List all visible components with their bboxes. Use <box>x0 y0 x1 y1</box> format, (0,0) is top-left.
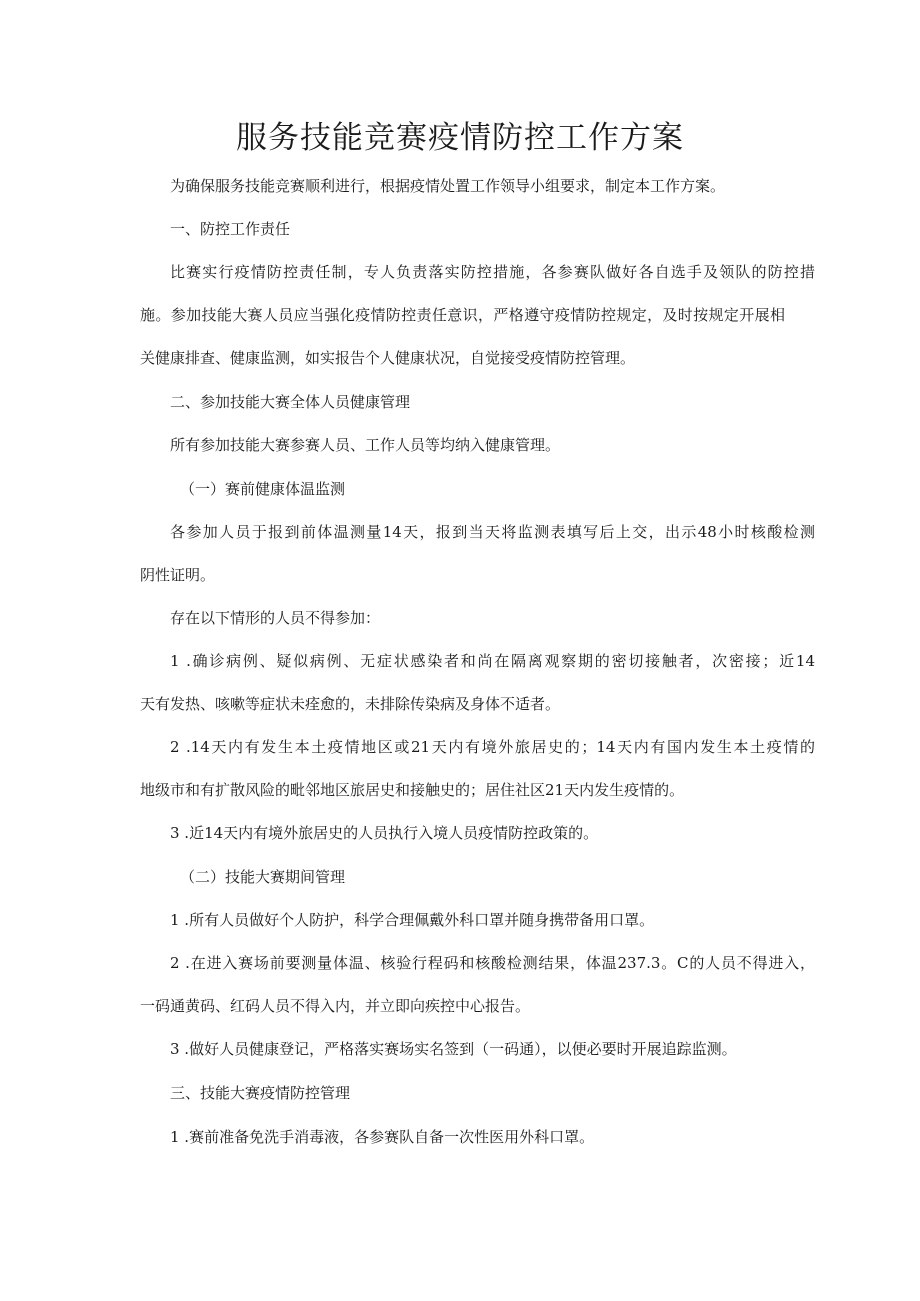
list-item-line: 地级市和有扩散风险的毗邻地区旅居史和接触史的；居住社区21天内发生疫情的。 <box>140 781 685 799</box>
section-heading-1: 一、防控工作责任 <box>170 220 291 238</box>
list-item-line: 一码通黄码、红码人员不得入内，并立即向疾控中心报告。 <box>140 997 531 1015</box>
list-item-line: 1 .所有人员做好个人防护，科学合理佩戴外科口罩并随身携带备用口罩。 <box>170 911 655 929</box>
paragraph-line: 阴性证明。 <box>140 566 216 584</box>
list-item-line: 2 .在进入赛场前要测量体温、核验行程码和核酸检测结果，体温237.3。C的人员不得进入， <box>170 954 815 972</box>
subsection-heading-2: （二）技能大赛期间管理 <box>180 868 346 886</box>
list-item-line: 2 .14天内有发生本土疫情地区或21天内有境外旅居史的；14天内有国内发生本土疫情的 <box>170 738 815 756</box>
subsection-heading-1: （一）赛前健康体温监测 <box>180 480 346 498</box>
list-item-line: 3 .做好人员健康登记，严格落实赛场实名签到（一码通），以便必要时开展追踪监测。 <box>170 1040 737 1058</box>
document-title: 服务技能竞赛疫情防控工作方案 <box>236 120 684 156</box>
intro-paragraph: 为确保服务技能竞赛顺利进行，根据疫情处置工作领导小组要求，制定本工作方案。 <box>170 177 726 195</box>
paragraph-line: 所有参加技能大赛参赛人员、工作人员等均纳入健康管理。 <box>170 436 561 454</box>
paragraph-line: 各参加人员于报到前体温测量14天，报到当天将监测表填写后上交，出示48小时核酸检测 <box>170 523 815 541</box>
paragraph-line: 存在以下情形的人员不得参加： <box>170 609 381 627</box>
list-item-line: 天有发热、咳嗽等症状未痊愈的，未排除传染病及身体不适者。 <box>140 695 561 713</box>
section-heading-3: 三、技能大赛疫情防控管理 <box>170 1084 351 1102</box>
paragraph-line: 施。参加技能大赛人员应当强化疫情防控责任意识，严格遵守疫情防控规定，及时按规定开展相 <box>140 306 785 324</box>
paragraph-line: 关健康排查、健康监测，如实报告个人健康状况，自觉接受疫情防控管理。 <box>140 349 636 367</box>
list-item-line: 1 .确诊病例、疑似病例、无症状感染者和尚在隔离观察期的密切接触者，次密接；近14 <box>170 652 815 670</box>
list-item-line: 3 .近14天内有境外旅居史的人员执行入境人员疫情防控政策的。 <box>170 824 599 842</box>
list-item-line: 1 .赛前准备免洗手消毒液，各参赛队自备一次性医用外科口罩。 <box>170 1128 595 1146</box>
section-heading-2: 二、参加技能大赛全体人员健康管理 <box>170 393 411 411</box>
paragraph-line: 比赛实行疫情防控责任制，专人负责落实防控措施，各参赛队做好各自选手及领队的防控措 <box>170 263 815 281</box>
